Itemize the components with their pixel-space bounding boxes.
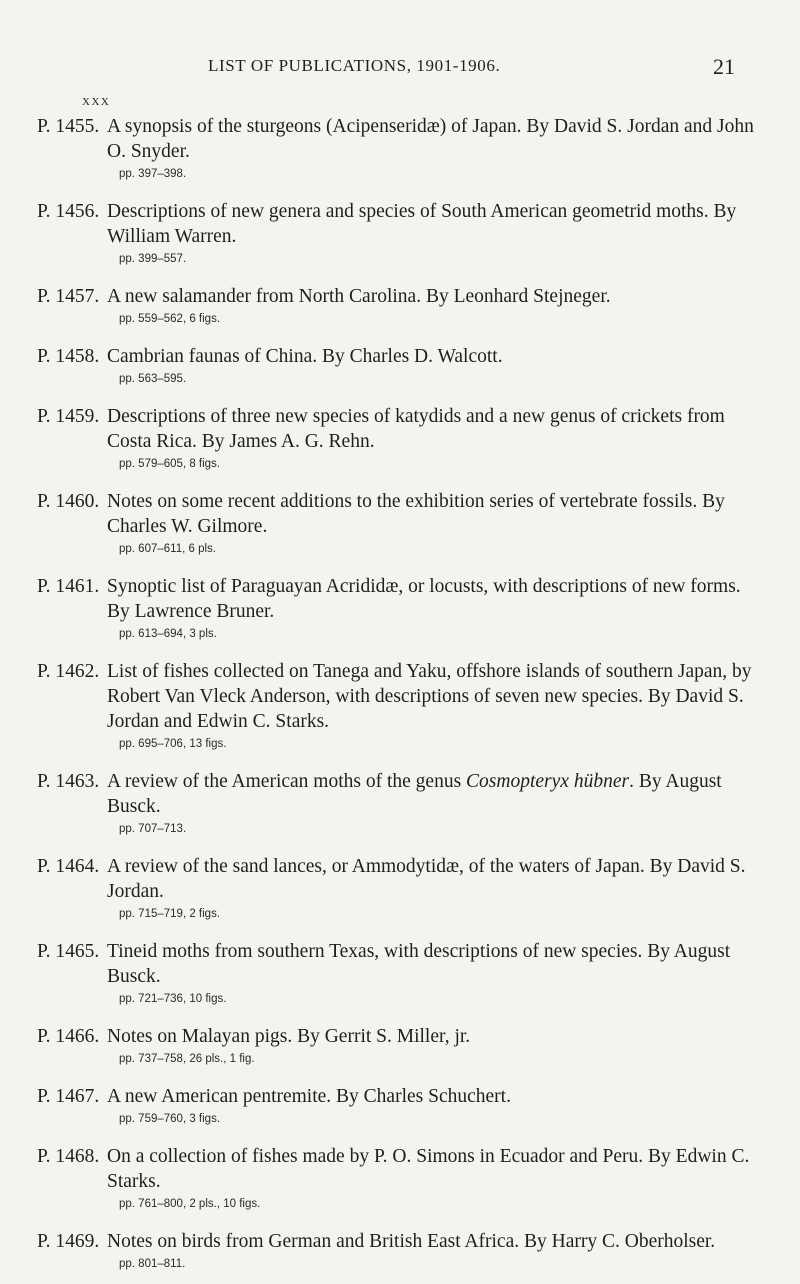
publication-number: P. 1469. — [37, 1231, 100, 1252]
publication-title: Descriptions of three new species of katydids and a new genus of crickets from Costa Rica. By James A. G. Rehn. — [107, 406, 725, 452]
publication-title: Tineid moths from southern Texas, with descriptions of new species. By August Busck. — [107, 941, 731, 987]
publication-entry — [37, 854, 767, 922]
publication-title: Cambrian faunas of China. By Charles D. Walcott. — [107, 346, 503, 367]
running-title: LIST OF PUBLICATIONS, 1901-1906. — [208, 56, 501, 75]
publication-title: A new salamander from North Carolina. By Leonhard Stejneger. — [107, 286, 611, 307]
publication-entry — [37, 939, 767, 1007]
publication-entry — [37, 1229, 767, 1272]
page-number: 21 — [713, 54, 735, 79]
publication-title: List of fishes collected on Tanega and Yaku, offshore islands of southern Japan, by Robert Van Vleck Anderson, with descriptions of seven new species. By David S. Jordan and Edwin C. Starks. — [107, 661, 752, 732]
publication-title — [107, 769, 767, 819]
publication-number: P. 1455. — [37, 116, 100, 137]
publication-number: P. 1459. — [37, 406, 100, 427]
publication-number: P. 1465. — [37, 941, 100, 962]
running-header — [0, 56, 800, 82]
publication-entry — [37, 574, 767, 642]
publication-title: Notes on birds from German and British East Africa. By Harry C. Oberholser. — [107, 1231, 716, 1252]
publication-number: P. 1462. — [37, 661, 100, 682]
publication-number: P. 1466. — [37, 1026, 100, 1047]
publication-number: P. 1463. — [37, 771, 100, 792]
publication-number: P. 1457. — [37, 286, 100, 307]
publication-pages: pp. 715–719, 2 figs. — [119, 908, 221, 920]
publication-entry — [37, 1084, 767, 1127]
publication-entry — [37, 1144, 767, 1212]
publication-number: P. 1460. — [37, 491, 100, 512]
publication-title: Notes on some recent additions to the exhibition series of vertebrate fossils. By Charles W. Gilmore. — [107, 491, 725, 537]
title-text: . By August Busck. — [107, 771, 722, 817]
publication-pages: pp. 607–611, 6 pls. — [119, 543, 216, 555]
title-text: A review of the American moths of the genus — [107, 771, 467, 792]
publication-pages: pp. 559–562, 6 figs. — [119, 313, 221, 325]
publication-title: Notes on Malayan pigs. By Gerrit S. Miller, jr. — [107, 1026, 471, 1047]
publication-pages: pp. 721–736, 10 figs. — [119, 993, 227, 1005]
publication-title: A synopsis of the sturgeons (Acipenseridæ) of Japan. By David S. Jordan and John O. Snyder. — [107, 116, 754, 162]
publication-entry — [37, 114, 767, 182]
publication-entry — [37, 489, 767, 557]
publication-pages: pp. 579–605, 8 figs. — [119, 458, 221, 470]
publication-pages: pp. 801–811. — [119, 1258, 186, 1270]
publication-title: A review of the sand lances, or Ammodytidæ, of the waters of Japan. By David S. Jordan. — [107, 856, 746, 902]
series-label: XXX — [82, 96, 111, 108]
publication-title: On a collection of fishes made by P. O. Simons in Ecuador and Peru. By Edwin C. Starks. — [107, 1146, 750, 1192]
publication-number: P. 1458. — [37, 346, 100, 367]
publication-list — [37, 114, 767, 1272]
publication-pages: pp. 563–595. — [119, 373, 187, 385]
publication-pages: pp. 761–800, 2 pls., 10 figs. — [119, 1198, 261, 1210]
publication-entry — [37, 404, 767, 472]
publication-pages: pp. 737–758, 26 pls., 1 fig. — [119, 1053, 255, 1065]
publication-title: Synoptic list of Paraguayan Acrididæ, or locusts, with descriptions of new forms. By Lawrence Bruner. — [107, 576, 741, 622]
publication-pages: pp. 613–694, 3 pls. — [119, 628, 217, 640]
publication-number: P. 1464. — [37, 856, 100, 877]
publication-entry — [37, 1024, 767, 1067]
publication-title: A new American pentremite. By Charles Schuchert. — [107, 1086, 511, 1107]
publication-pages: pp. 695–706, 13 figs. — [119, 738, 227, 750]
publication-title: Descriptions of new genera and species of South American geometrid moths. By William Warren. — [107, 201, 737, 247]
publication-pages: pp. 397–398. — [119, 168, 187, 180]
publication-entry — [37, 659, 767, 752]
publication-pages: pp. 759–760, 3 figs. — [119, 1113, 221, 1125]
publication-pages: pp. 399–557. — [119, 253, 187, 265]
publication-entry — [37, 199, 767, 267]
publication-number: P. 1456. — [37, 201, 100, 222]
publication-number: P. 1461. — [37, 576, 100, 597]
publication-number: P. 1467. — [37, 1086, 100, 1107]
genus-name: Cosmopteryx hübner — [466, 771, 630, 792]
publication-pages: pp. 707–713. — [119, 823, 187, 835]
publication-entry — [37, 284, 767, 327]
publication-entry — [37, 769, 767, 837]
publication-entry — [37, 344, 767, 387]
publication-number: P. 1468. — [37, 1146, 100, 1167]
